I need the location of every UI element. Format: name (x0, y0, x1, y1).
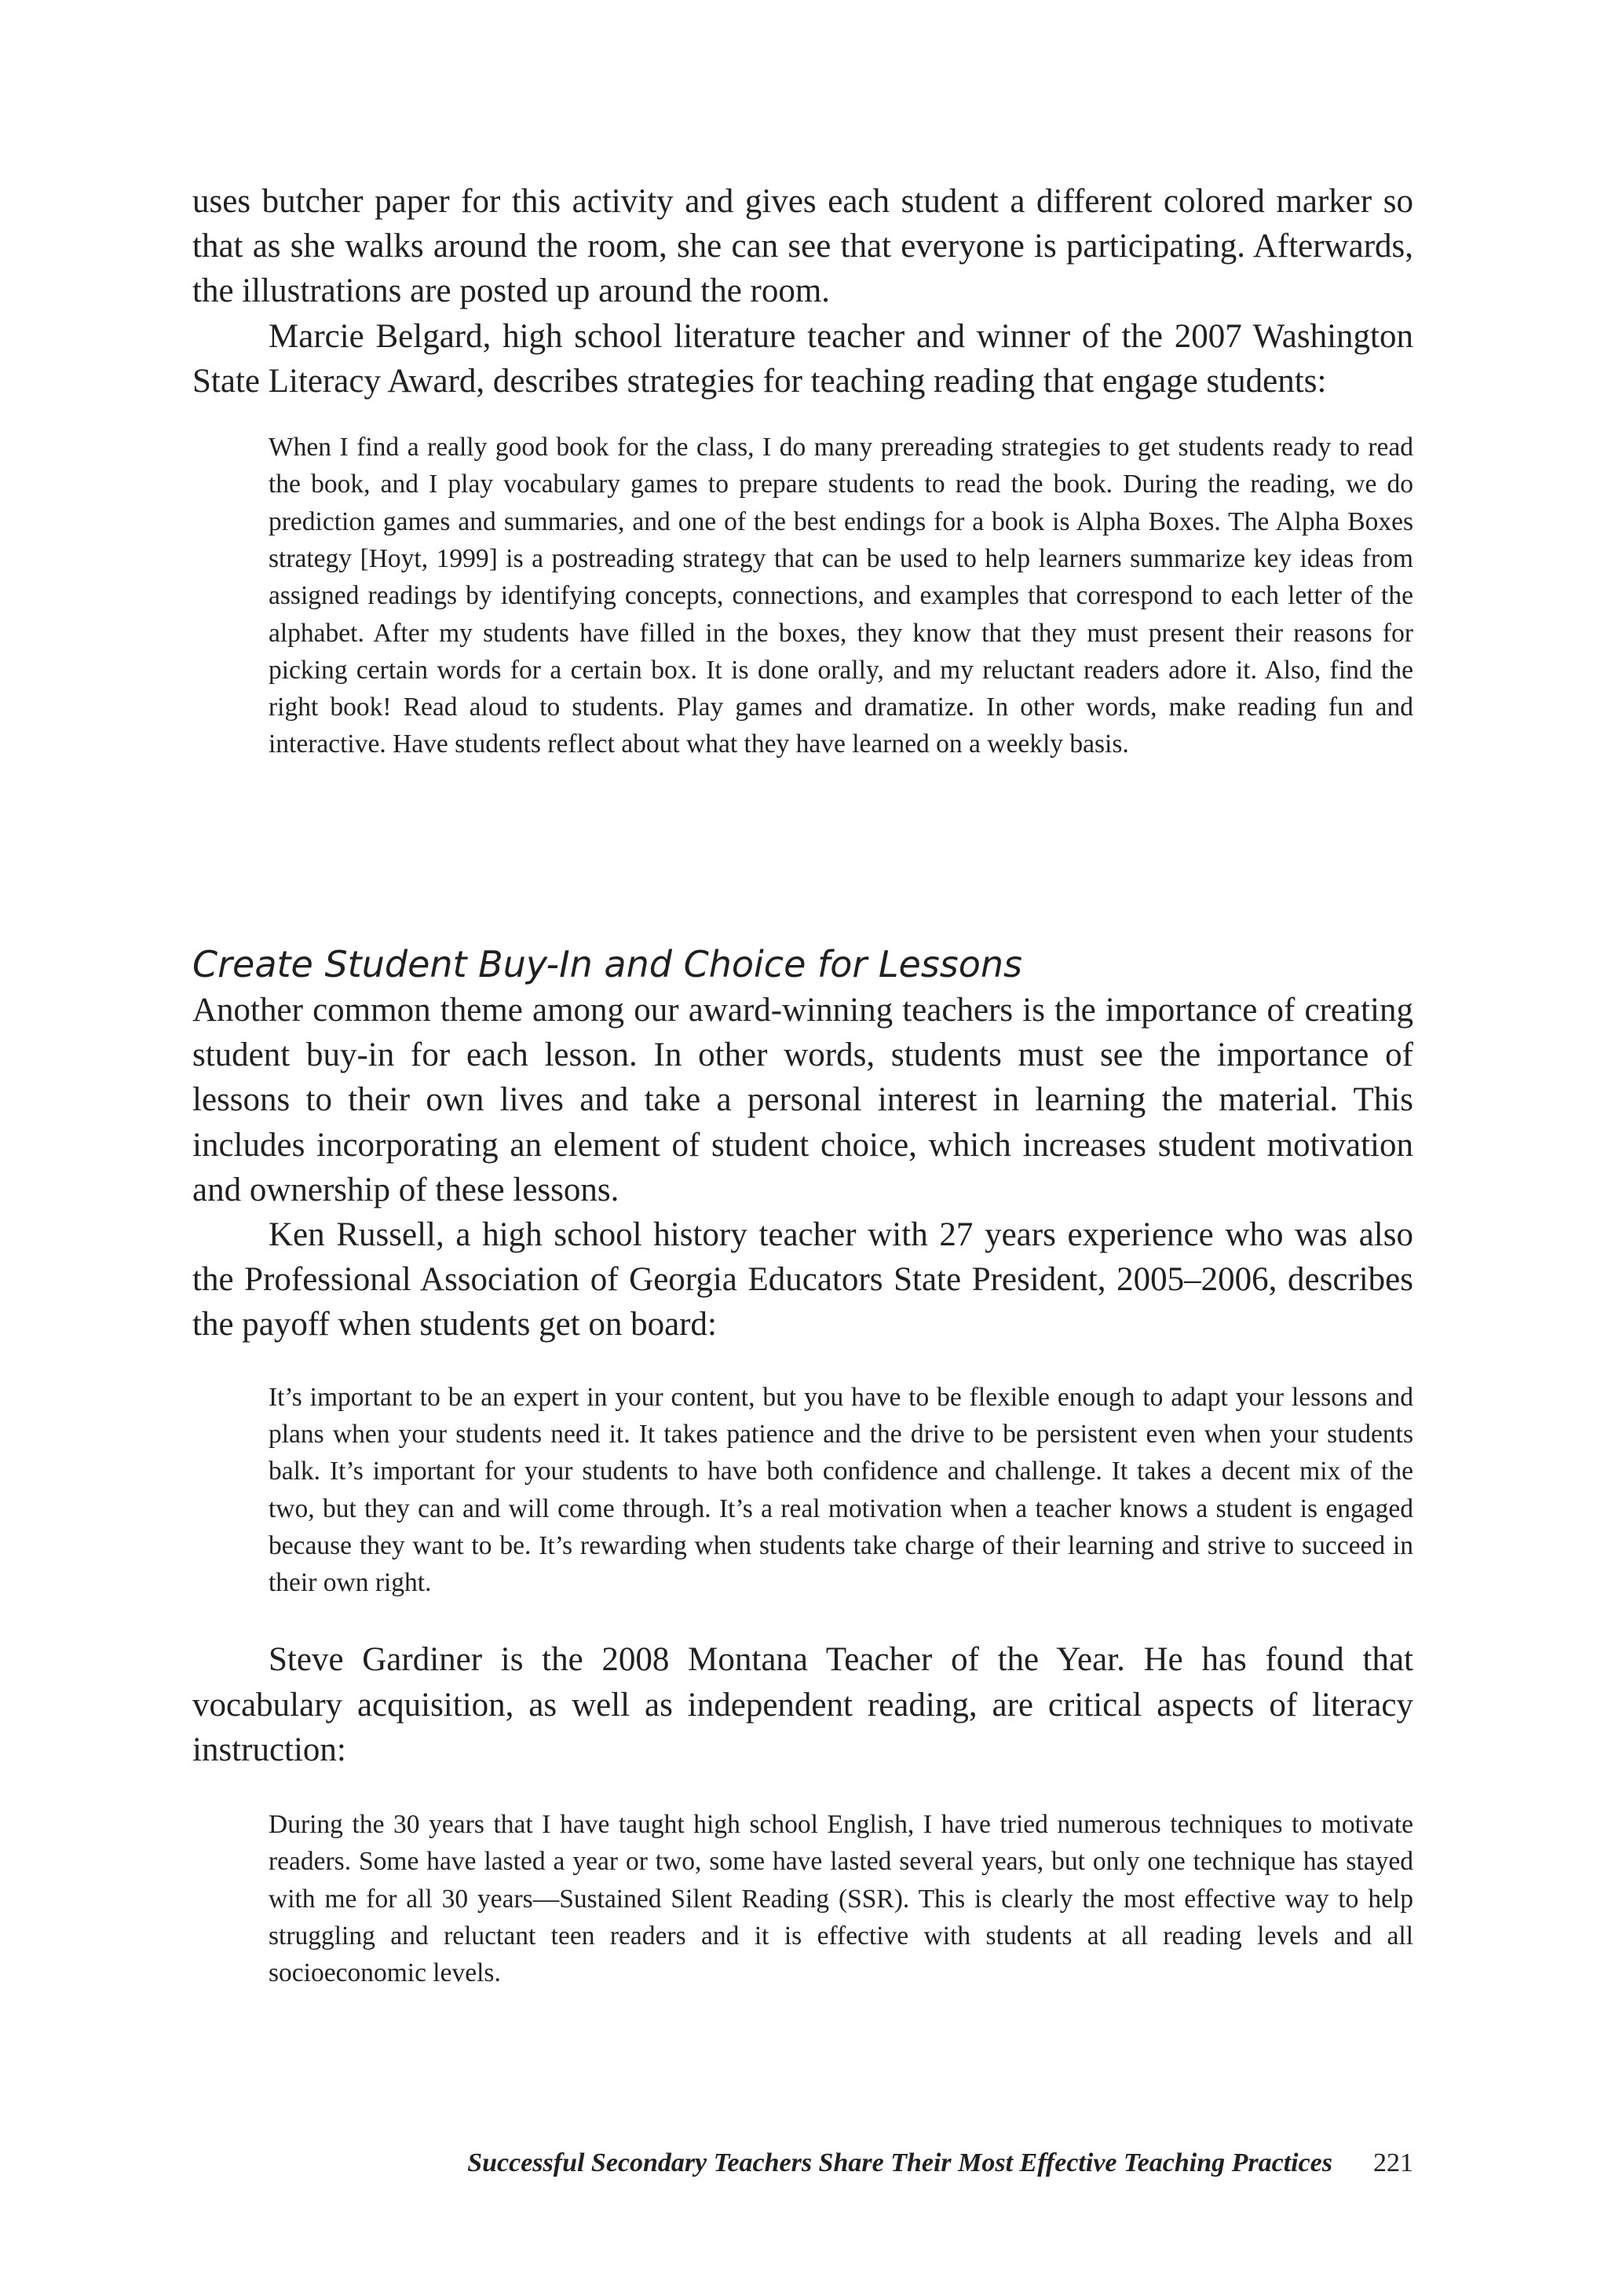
section-heading: Create Student Buy-In and Choice for Lessons (192, 943, 1022, 985)
running-footer (334, 2148, 1413, 2178)
page-body (192, 179, 1413, 1988)
paragraph-ken-russell-intro: Ken Russell, a high school history teacher with 27 years experience who was also the Professional Association of Georgia Educators State President, 2005–2006, describes the payoff when students get on board: (192, 1216, 1413, 1344)
section-student-buy-in (192, 988, 1413, 1992)
paragraph-buy-in-theme: Another common theme among our award-winning teachers is the importance of creating student buy-in for each lesson. In other words, students must see the importance of lessons to their own lives and take a personal interest in learning the material. This includes incorporating an element of student choice, which increases student motivation and ownership of these lessons. (192, 992, 1413, 1208)
paragraph-marcie-belgard-intro: Marcie Belgard, high school literature teacher and winner of the 2007 Washington State Literacy Award, describes strategies for teaching reading that engage students: (192, 317, 1413, 400)
block-quote-steve-gardiner: During the 30 years that I have taught high school English, I have tried numerous techniques to motivate readers. Some have lasted a year or two, some have lasted several years, but only one technique has stayed with me for all 30 years—Sustained Silent Reading (SSR). This is clearly the most effective way to help struggling and reluctant teen readers and it is effective with students at all reading levels and all socioeconomic levels. (269, 1810, 1413, 1988)
block-quote-ken-russell: It’s important to be an expert in your content, but you have to be flexible enough to adapt your lessons and plans when your students need it. It takes patience and the drive to be persistent even when your students balk. It’s important for your students to have both confidence and challenge. It takes a decent mix of the two, but they can and will come through. It’s a real motivation when a teacher knows a student is engaged because they want to be. It’s rewarding when students take charge of their learning and strive to succeed in their own right. (269, 1382, 1413, 1598)
page-number: 221 (1373, 2148, 1413, 2177)
block-quote-marcie-belgard: When I find a really good book for the class, I do many prereading strategies to get students ready to read the book, and I play vocabulary games to prepare students to read the book. During the reading, we do prediction games and summaries, and one of the best endings for a book is Alpha Boxes. The Alpha Boxes strategy [Hoyt, 1999] is a postreading strategy that can be used to help learners summarize key ideas from assigned readings by identifying concepts, connections, and examples that correspond to each letter of the alphabet. After my students have filled in the boxes, they know that they must present their reasons for picking certain words for a certain box. It is done orally, and my reluctant readers adore it. Also, find the right book! Read aloud to students. Play games and dramatize. In other words, make reading fun and interactive. Have students reflect about what they have learned on a weekly basis. (269, 433, 1413, 759)
paragraph-continuation: uses butcher paper for this activity and gives each student a different colored marker so that as she walks around the room, she can see that everyone is participating. Afterwards, the illustrations are posted up around the room. (192, 183, 1413, 310)
footer-book-title: Successful Secondary Teachers Share Their Most Effective Teaching Practices (467, 2148, 1332, 2177)
paragraph-steve-gardiner-intro: Steve Gardiner is the 2008 Montana Teacher of the Year. He has found that vocabulary acquisition, as well as independent reading, are critical aspects of literacy instruction: (192, 1641, 1413, 1768)
